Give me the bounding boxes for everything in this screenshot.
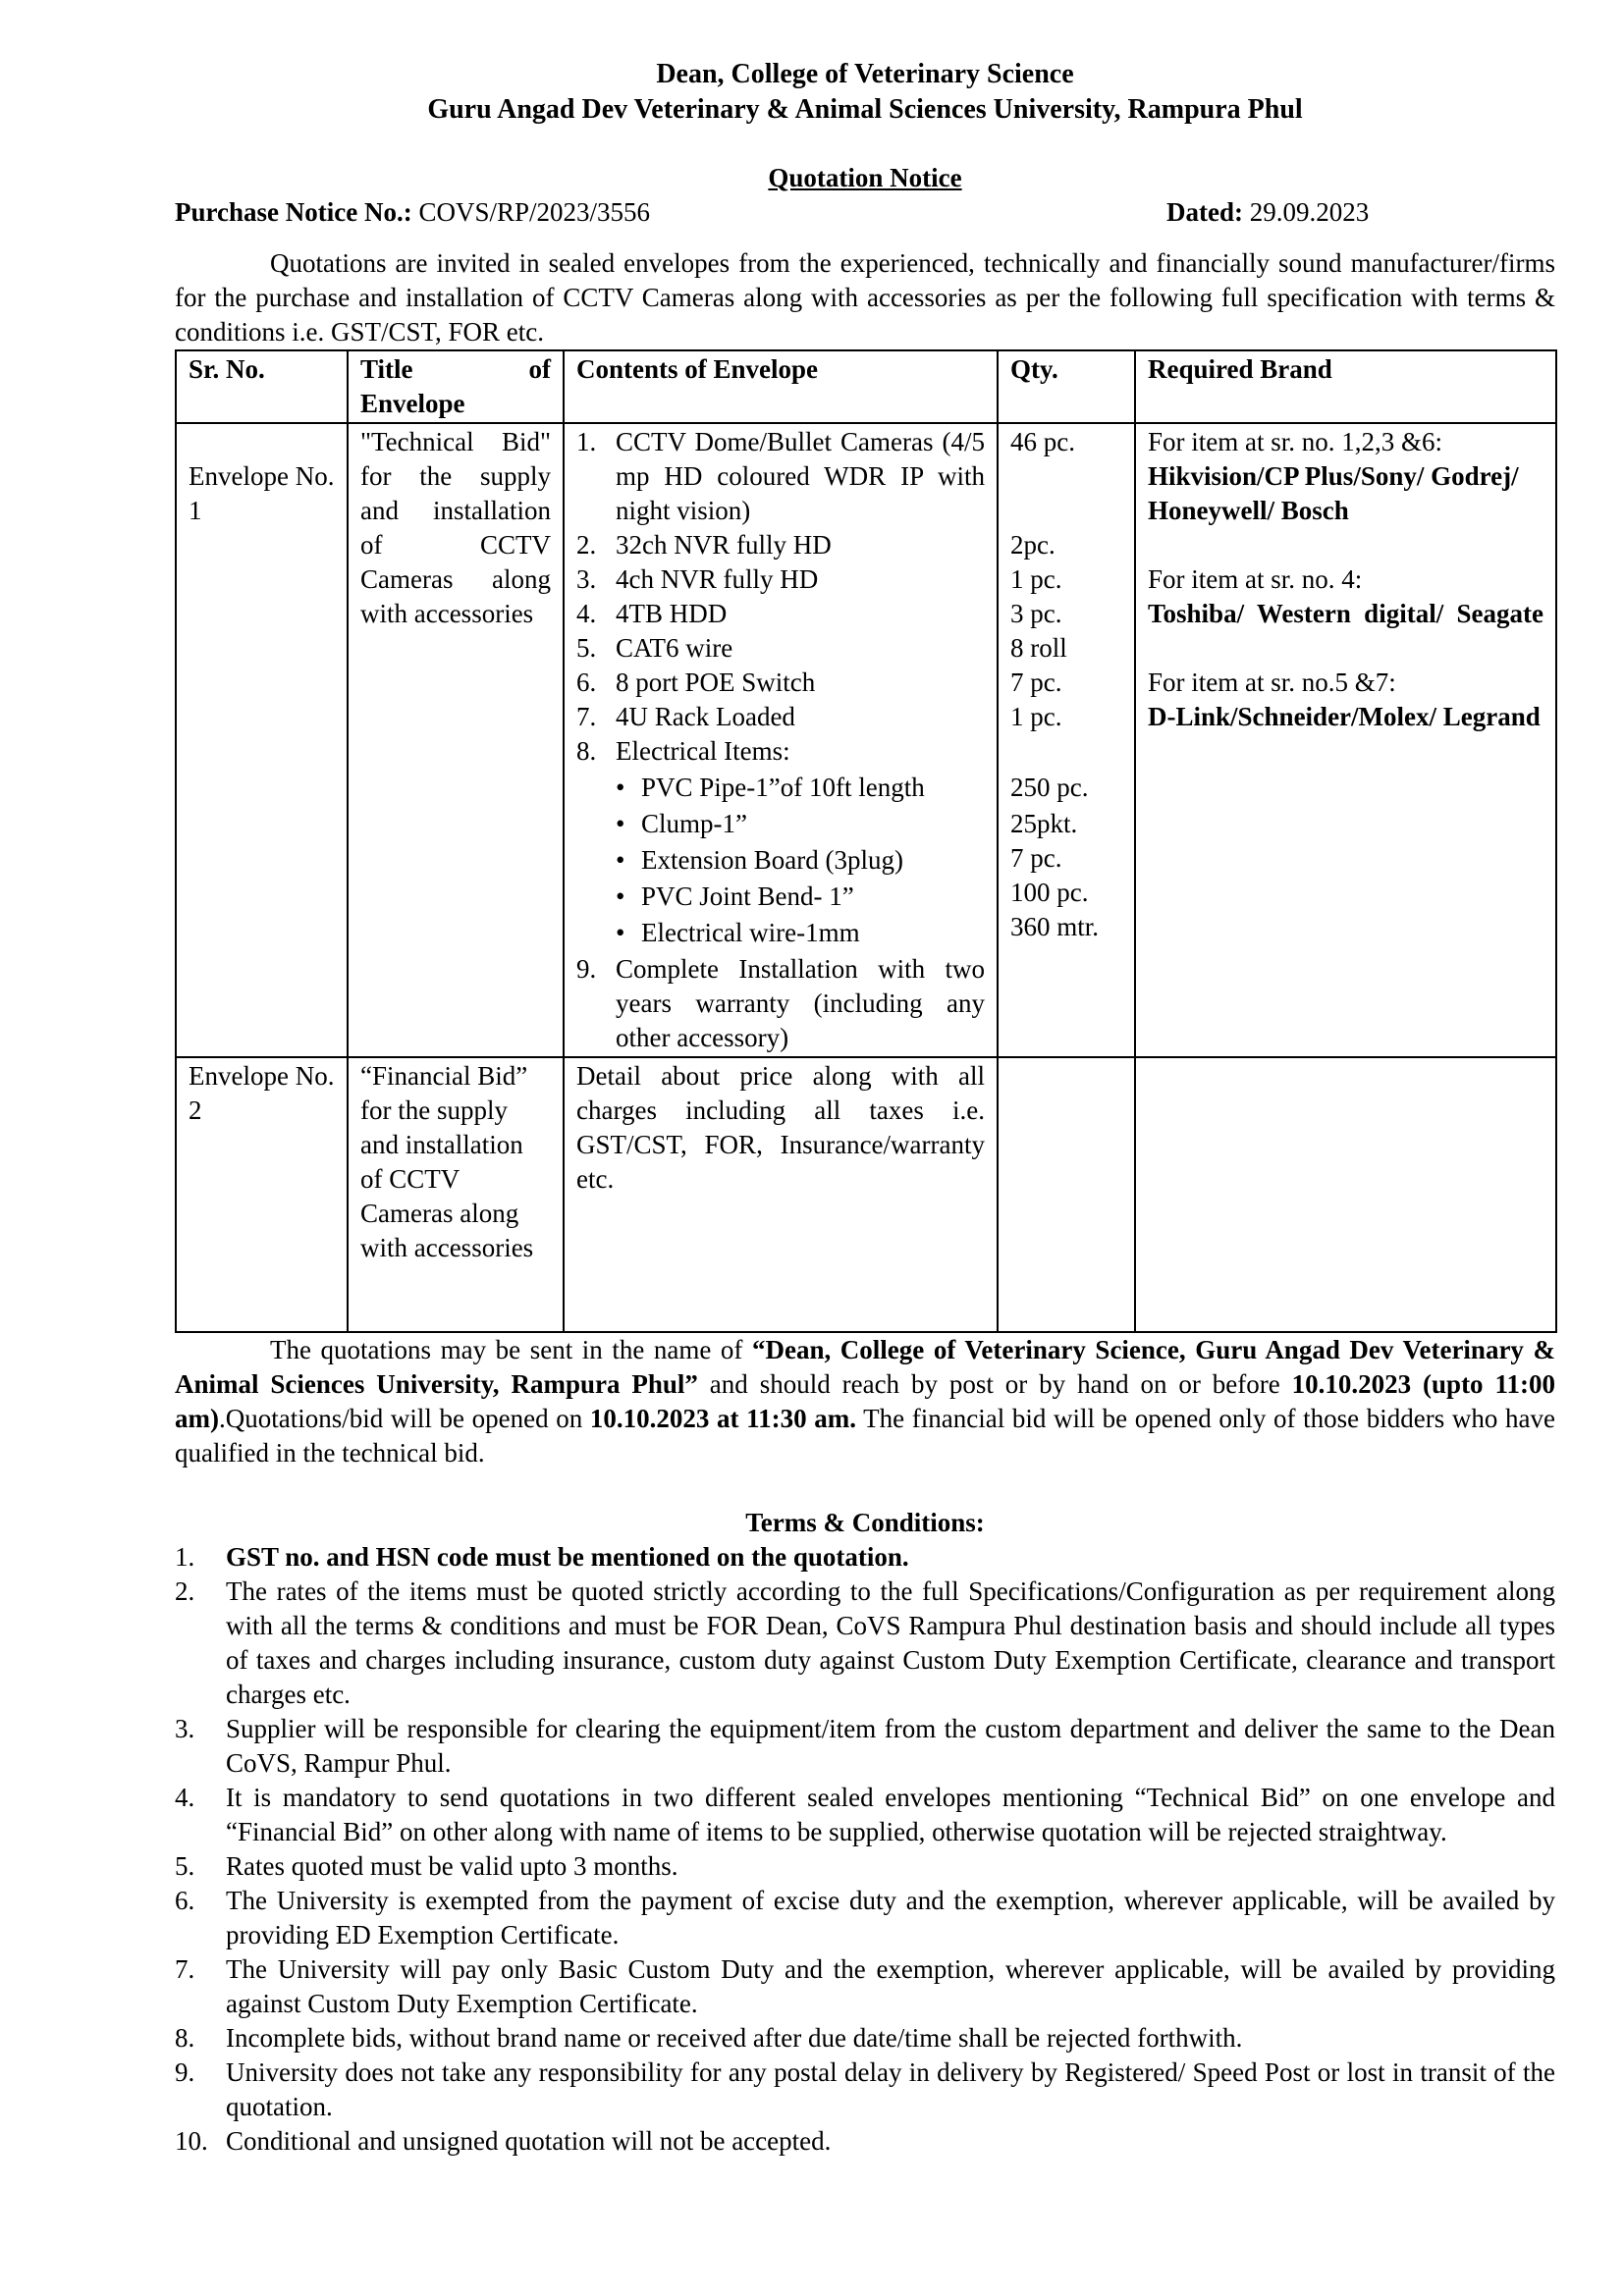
submission-address: “Dean, College of Veterinary Science, Guru Angad Dev Veterinary & Animal Sciences University, Rampura Phul” — [175, 1335, 1555, 1399]
item-text: 32ch NVR fully HD — [616, 530, 832, 560]
item-text: CCTV Dome/Bullet Cameras (4/5 mp HD coloured WDR IP with night vision) — [616, 427, 985, 525]
item-text: 4ch NVR fully HD — [616, 564, 819, 594]
header-brand: Required Brand — [1135, 350, 1556, 423]
qty-column — [1010, 425, 1122, 944]
qty-value: 360 mtr. — [1010, 912, 1100, 941]
header-qty: Qty. — [998, 350, 1135, 423]
list-item — [175, 2124, 1555, 2159]
list-item — [175, 2021, 1555, 2056]
term-number: 2. — [175, 1576, 195, 1606]
qty-value: 7 pc. — [1010, 843, 1062, 873]
term-number: 9. — [175, 2057, 195, 2087]
term-text: The University is exempted from the payment of excise duty and the exemption, wherever applicable, will be availed by providing ED Exemption Certificate. — [226, 1886, 1555, 1949]
list-item — [576, 528, 985, 562]
list-item — [576, 631, 985, 666]
purchase-notice-row — [175, 195, 1555, 231]
brand-value: Hikvision/CP Plus/Sony/ Godrej/ Honeywell/ Bosch — [1148, 461, 1519, 525]
brand-value-text: Toshiba/ Western digital/ Seagate — [1148, 599, 1543, 628]
header-title: Title of Envelope — [348, 350, 564, 423]
list-item — [576, 666, 985, 700]
brand-label: For item at sr. no. 1,2,3 &6: — [1148, 427, 1442, 456]
qty-value: 2pc. — [1010, 530, 1056, 560]
qty-value: 8 roll — [1010, 633, 1067, 663]
term-number: 1. — [175, 1542, 195, 1572]
opening-date: 10.10.2023 at 11:30 am. — [589, 1404, 857, 1433]
list-item: • PVC Pipe-1”of 10ft length — [576, 771, 985, 807]
list-item — [175, 1849, 1555, 1884]
item-number: 7. — [576, 702, 597, 731]
intro-paragraph: Quotations are invited in sealed envelopes from the experienced, technically and financially sound manufacturer/firms for the purchase and installation of CCTV Cameras along with accessories as per the following full specification with terms & conditions i.e. GST/CST, FOR etc. — [175, 248, 1555, 347]
qty-value — [1010, 734, 1122, 769]
term-text: Incomplete bids, without brand name or received after due date/time shall be rejected forthwith. — [226, 2023, 1243, 2053]
envelope-1-brands — [1135, 423, 1556, 1057]
list-item — [576, 700, 985, 734]
item-text: 8 port POE Switch — [616, 667, 816, 697]
list-item — [175, 1540, 1555, 1575]
qty-value: 250 pc. — [1010, 773, 1089, 802]
term-number: 4. — [175, 1783, 195, 1812]
envelope-2-qty — [998, 1057, 1135, 1332]
brand-label: For item at sr. no. 4: — [1148, 564, 1363, 594]
term-text: Rates quoted must be valid upto 3 months. — [226, 1851, 678, 1881]
list-item — [175, 1952, 1555, 2021]
item-number: 5. — [576, 633, 597, 663]
envelope-2-sr: Envelope No. 2 — [176, 1057, 348, 1332]
term-number: 7. — [175, 1954, 195, 1984]
envelope-2-brands — [1135, 1057, 1556, 1332]
qty-value: 3 pc. — [1010, 599, 1062, 628]
contents-items — [576, 425, 985, 1055]
dated-label: Dated: — [1166, 197, 1243, 227]
envelope-1-sr — [176, 423, 348, 1057]
term-number: 8. — [175, 2023, 195, 2053]
envelope-2-title: “Financial Bid” for the supply and installation of CCTV Cameras along with accessories — [348, 1057, 564, 1332]
qty-value: 1 pc. — [1010, 564, 1062, 594]
item-number: 9. — [576, 954, 597, 984]
header-university: Guru Angad Dev Veterinary & Animal Sciences University, Rampura Phul — [427, 94, 1303, 125]
item-text: 4U Rack Loaded — [616, 702, 795, 731]
purchase-notice-label: Purchase Notice No.: — [175, 197, 412, 227]
purchase-notice-number — [175, 195, 650, 230]
item-number: 2. — [576, 530, 597, 560]
term-number: 3. — [175, 1714, 195, 1743]
term-text: It is mandatory to send quotations in two different sealed envelopes mentioning “Technical Bid” on one envelope and “Financial Bid” on other along with name of items to be supplied, otherwise quotation will be rejected straightway. — [226, 1783, 1555, 1846]
list-item — [576, 734, 985, 952]
qty-value — [1010, 459, 1122, 494]
item-text: 4TB HDD — [616, 599, 728, 628]
term-text: The University will pay only Basic Custom Duty and the exemption, wherever applicable, will be availed by providing against Custom Duty Exemption Certificate. — [226, 1954, 1555, 2018]
brand-value — [1148, 597, 1543, 631]
term-text: Conditional and unsigned quotation will not be accepted. — [226, 2126, 832, 2156]
table-header-row — [176, 350, 1556, 423]
item-number: 4. — [576, 599, 597, 628]
list-item — [175, 1575, 1555, 1712]
list-item — [576, 425, 985, 528]
brand-label: For item at sr. no.5 &7: — [1148, 667, 1396, 697]
submission-text-1: The quotations may be sent in the name of — [270, 1335, 752, 1364]
qty-value: 7 pc. — [1010, 667, 1062, 697]
notice-date — [1166, 195, 1369, 230]
envelope-2-contents: Detail about price along with all charges including all taxes i.e. GST/CST, FOR, Insurance/warranty etc. — [564, 1057, 998, 1332]
list-item — [175, 1781, 1555, 1849]
header-dean: Dean, College of Veterinary Science — [656, 59, 1074, 89]
item-number: 6. — [576, 667, 597, 697]
list-item: • Extension Board (3plug) — [576, 843, 985, 880]
term-text: Supplier will be responsible for clearing the equipment/item from the custom department and deliver the same to the Dean CoVS, Rampur Phul. — [226, 1714, 1555, 1778]
envelope-1-title: "Technical Bid" for the supply and installation of CCTV Cameras along with accessories — [348, 423, 564, 1057]
dated-value: 29.09.2023 — [1249, 197, 1370, 227]
electrical-sub-items — [576, 771, 985, 952]
term-number: 10. — [175, 2126, 208, 2156]
qty-value: 25pkt. — [1010, 809, 1078, 838]
item-text: Complete Installation with two years warranty (including any other accessory) — [616, 954, 985, 1052]
term-text: The rates of the items must be quoted strictly according to the full Specifications/Configuration as per requirement along with all the terms & conditions and must be FOR Dean, CoVS Rampura Phul destination basis and should include all types of taxes and charges including insurance, custom duty against Custom Duty Exemption Certificate, clearance and transport charges etc. — [226, 1576, 1555, 1709]
qty-value: 46 pc. — [1010, 427, 1075, 456]
term-number: 6. — [175, 1886, 195, 1915]
header-sr-no: Sr. No. — [176, 350, 348, 423]
list-item — [175, 1884, 1555, 1952]
qty-value — [1010, 494, 1122, 528]
document-page — [175, 57, 1555, 2159]
brand-value: D-Link/Schneider/Molex/ Legrand — [1148, 702, 1541, 731]
submission-paragraph — [175, 1333, 1555, 1470]
submission-text-3: .Quotations/bid will be opened on — [218, 1404, 590, 1433]
envelope-1-qty — [998, 423, 1135, 1057]
term-text: University does not take any responsibility for any postal delay in delivery by Registered/ Speed Post or lost in transit of the quotation. — [226, 2057, 1555, 2121]
terms-title: Terms & Conditions: — [745, 1508, 985, 1537]
item-number: 8. — [576, 736, 597, 766]
envelope-1-sr-text: Envelope No. 1 — [189, 461, 335, 525]
item-number: 3. — [576, 564, 597, 594]
notice-title: Quotation Notice — [768, 163, 962, 192]
list-item — [576, 597, 985, 631]
submission-text-2: and should reach by post or by hand on or before — [697, 1369, 1292, 1399]
specification-table — [175, 349, 1557, 1333]
submission-deadline: 10.10.2023 (upto 11:00 am) — [175, 1369, 1555, 1433]
envelope-1-contents — [564, 423, 998, 1057]
table-row-envelope-1 — [176, 423, 1556, 1057]
qty-value: 1 pc. — [1010, 702, 1062, 731]
item-text: Electrical Items: — [616, 736, 790, 766]
list-item — [576, 562, 985, 597]
item-number: 1. — [576, 427, 597, 456]
header-contents: Contents of Envelope — [564, 350, 998, 423]
list-item: • PVC Joint Bend- 1” — [576, 880, 985, 916]
qty-value: 100 pc. — [1010, 878, 1089, 907]
list-item: • Clump-1” — [576, 807, 985, 843]
submission-text-4: The financial bid will be opened only of those bidders who have qualified in the technical bid. — [175, 1404, 1556, 1468]
list-item — [175, 2056, 1555, 2124]
list-item — [576, 952, 985, 1055]
term-number: 5. — [175, 1851, 195, 1881]
term-text: GST no. and HSN code must be mentioned on the quotation. — [226, 1542, 909, 1572]
purchase-notice-value: COVS/RP/2023/3556 — [418, 197, 651, 227]
item-text: CAT6 wire — [616, 633, 733, 663]
table-row-envelope-2 — [176, 1057, 1556, 1332]
list-item: • Electrical wire-1mm — [576, 916, 985, 952]
terms-list — [175, 1540, 1555, 2159]
list-item — [175, 1712, 1555, 1781]
